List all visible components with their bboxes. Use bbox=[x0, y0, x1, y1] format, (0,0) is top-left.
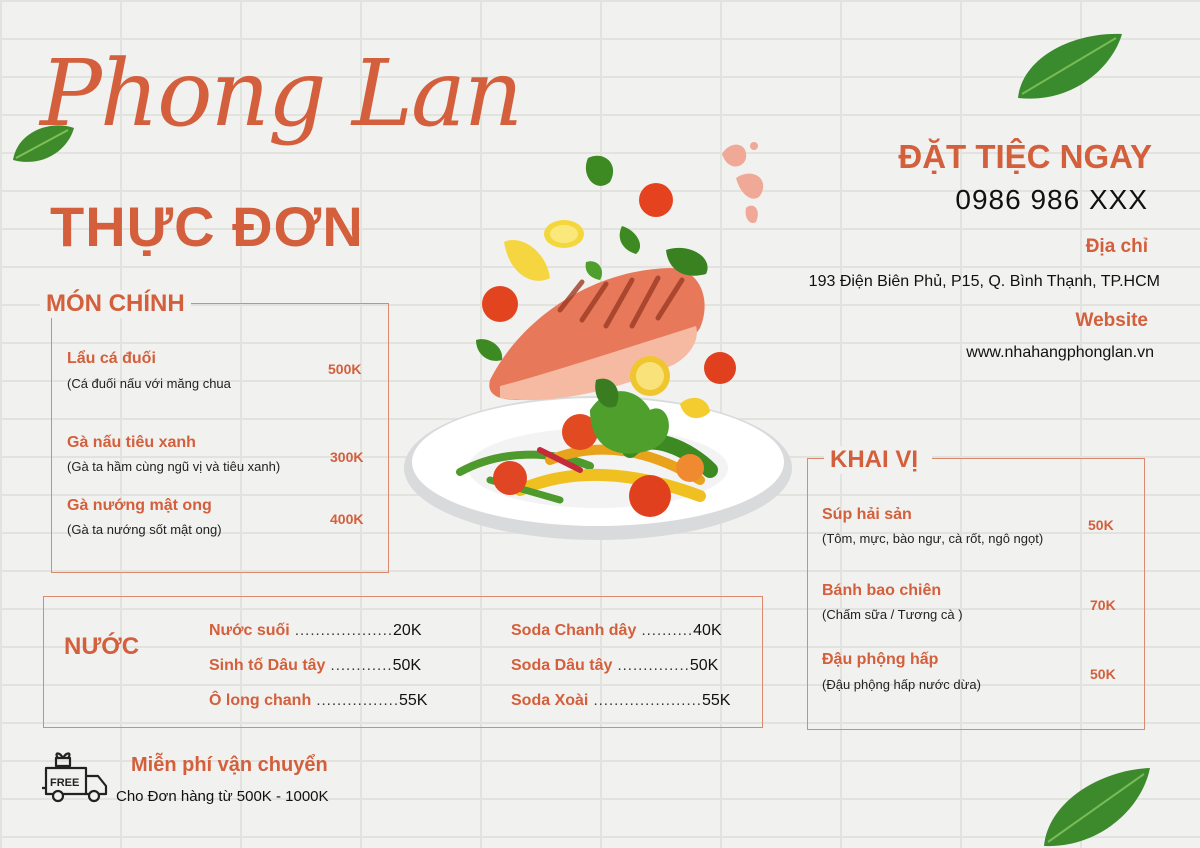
drink-row bbox=[209, 655, 421, 675]
drink-name: Soda Chanh dây bbox=[511, 622, 637, 639]
appetizer-desc: (Tôm, mực, bào ngư, cà rốt, ngô ngọt) bbox=[822, 531, 1044, 546]
drink-name: Ô long chanh bbox=[209, 692, 312, 709]
drink-price: 20K bbox=[393, 622, 422, 639]
dot-leader: ................ bbox=[316, 692, 399, 709]
main-dish-name: Gà nướng mật ong bbox=[67, 497, 212, 514]
address-label: Địa chỉ bbox=[1085, 236, 1148, 257]
dot-leader: .............. bbox=[617, 657, 690, 674]
appetizer-price: 70K bbox=[1090, 597, 1116, 613]
main-dishes-title: MÓN CHÍNH bbox=[40, 290, 191, 318]
menu-title: THỰC ĐƠN bbox=[50, 195, 364, 258]
appetizer-price: 50K bbox=[1090, 666, 1116, 682]
promo-subtitle: Cho Đơn hàng từ 500K - 1000K bbox=[116, 788, 329, 805]
leaf-icon bbox=[1012, 28, 1128, 108]
drink-price: 50K bbox=[689, 657, 719, 674]
drink-name: Nước suối bbox=[209, 622, 290, 639]
dot-leader: .......... bbox=[641, 622, 694, 639]
gift-box-icon bbox=[56, 758, 70, 766]
drink-price: 55K bbox=[701, 692, 731, 709]
appetizer-name: Súp hải sản bbox=[822, 506, 912, 523]
appetizer-desc: (Đậu phộng hấp nước dừa) bbox=[822, 677, 981, 692]
phone-number[interactable]: 0986 986 XXX bbox=[955, 184, 1148, 215]
drink-row bbox=[209, 690, 427, 710]
delivery-truck-icon bbox=[42, 748, 110, 808]
free-badge: FREE bbox=[50, 777, 80, 789]
drink-row bbox=[511, 620, 722, 640]
promo-title: Miễn phí vận chuyển bbox=[131, 754, 328, 776]
dot-leader: ..................... bbox=[593, 692, 702, 709]
drink-row bbox=[511, 690, 730, 710]
main-dish-price: 400K bbox=[330, 511, 364, 527]
drink-name: Sinh tố Dâu tây bbox=[209, 657, 326, 674]
drink-price: 50K bbox=[392, 657, 422, 674]
appetizers-title: KHAI VỊ bbox=[824, 446, 932, 474]
drink-price: 40K bbox=[693, 622, 722, 639]
cta-heading: ĐẶT TIỆC NGAY bbox=[898, 138, 1152, 175]
appetizer-name: Đậu phộng hấp bbox=[822, 651, 939, 668]
brand-name: Phong Lan bbox=[40, 40, 522, 147]
appetizer-desc: (Chấm sữa / Tương cà ) bbox=[822, 607, 963, 622]
leaf-icon bbox=[1040, 762, 1152, 848]
main-dish-name: Gà nấu tiêu xanh bbox=[67, 434, 196, 451]
main-dish-price: 300K bbox=[330, 449, 364, 465]
salmon-dish-image bbox=[400, 150, 800, 545]
appetizer-name: Bánh bao chiên bbox=[822, 582, 942, 599]
main-dish-desc: (Gà ta nướng sốt mật ong) bbox=[67, 522, 222, 537]
website-label: Website bbox=[1075, 310, 1148, 331]
drink-row bbox=[209, 620, 422, 640]
main-dish-name: Lẩu cá đuối bbox=[67, 350, 156, 367]
main-dish-desc: (Gà ta hầm cùng ngũ vị và tiêu xanh) bbox=[67, 459, 281, 474]
drink-name: Soda Xoài bbox=[511, 692, 589, 709]
drinks-title: NƯỚC bbox=[64, 633, 140, 660]
address-text: 193 Điện Biên Phủ, P15, Q. Bình Thạnh, TP.HCM bbox=[808, 273, 1160, 290]
dot-leader: ................... bbox=[294, 622, 394, 639]
website-link[interactable]: www.nhahangphonglan.vn bbox=[966, 344, 1154, 361]
main-dish-price: 500K bbox=[328, 361, 362, 377]
main-dish-desc: (Cá đuối nấu với măng chua bbox=[67, 376, 231, 391]
dot-leader: ............ bbox=[330, 657, 393, 674]
drink-row bbox=[511, 655, 718, 675]
drink-price: 55K bbox=[399, 692, 428, 709]
drink-name: Soda Dâu tây bbox=[511, 657, 613, 674]
appetizer-price: 50K bbox=[1088, 517, 1114, 533]
